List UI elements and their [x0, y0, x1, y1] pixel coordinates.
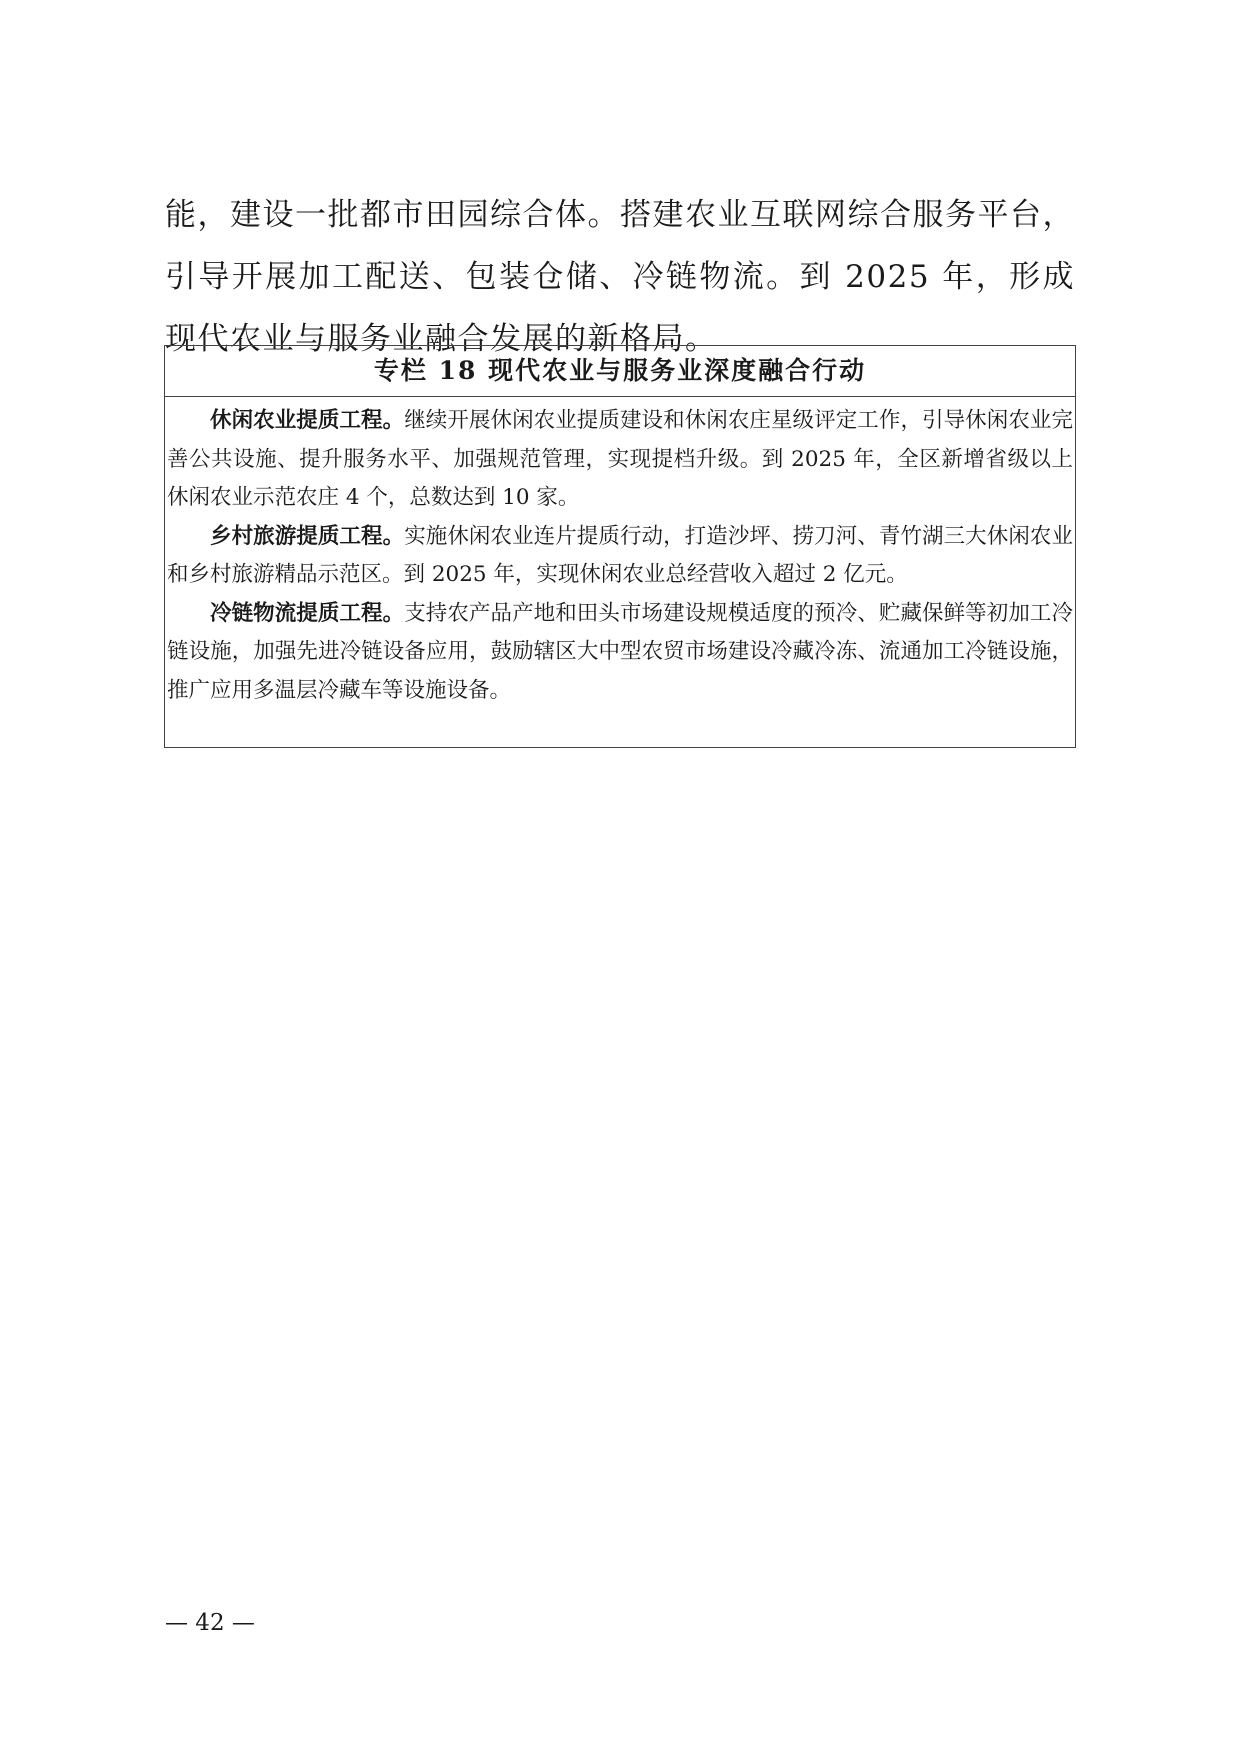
column-item-lead: 乡村旅游提质工程。 [210, 523, 405, 549]
body-paragraph: 能，建设一批都市田园综合体。搭建农业互联网综合服务平台，引导开展加工配送、包装仓储、冷链物流。到 2025 年，形成现代农业与服务业融合发展的新格局。 [165, 197, 1075, 357]
column-item [167, 595, 1073, 711]
column-item-text: 支持农产品产地和田头市场建设规模适度的预冷、贮藏保鲜等初加工冷链设施，加强先进冷链设备应用，鼓励辖区大中型农贸市场建设冷藏冷冻、流通加工冷链设施，推广应用多温层冷藏车等设施设备。 [167, 600, 1073, 703]
column-item-text: 实施休闲农业连片提质行动，打造沙坪、捞刀河、青竹湖三大休闲农业和乡村旅游精品示范区。到 2025 年，实现休闲农业总经营收入超过 2 亿元。 [167, 523, 1073, 587]
column-item-text: 继续开展休闲农业提质建设和休闲农庄星级评定工作，引导休闲农业完善公共设施、提升服务水平、加强规范管理，实现提档升级。到 2025 年，全区新增省级以上休闲农业示范农庄 4 个，总数达到 10 家。 [167, 408, 1073, 510]
column-item-lead: 休闲农业提质工程。 [210, 408, 405, 433]
column-box-body [165, 397, 1075, 710]
column-box-title: 专栏 18 现代农业与服务业深度融合行动 [165, 346, 1075, 397]
column-item [167, 402, 1073, 518]
column-item [167, 518, 1073, 595]
column-item-lead: 冷链物流提质工程。 [210, 600, 405, 626]
page-number: — 42 — [165, 1610, 255, 1636]
column-box [164, 345, 1076, 748]
